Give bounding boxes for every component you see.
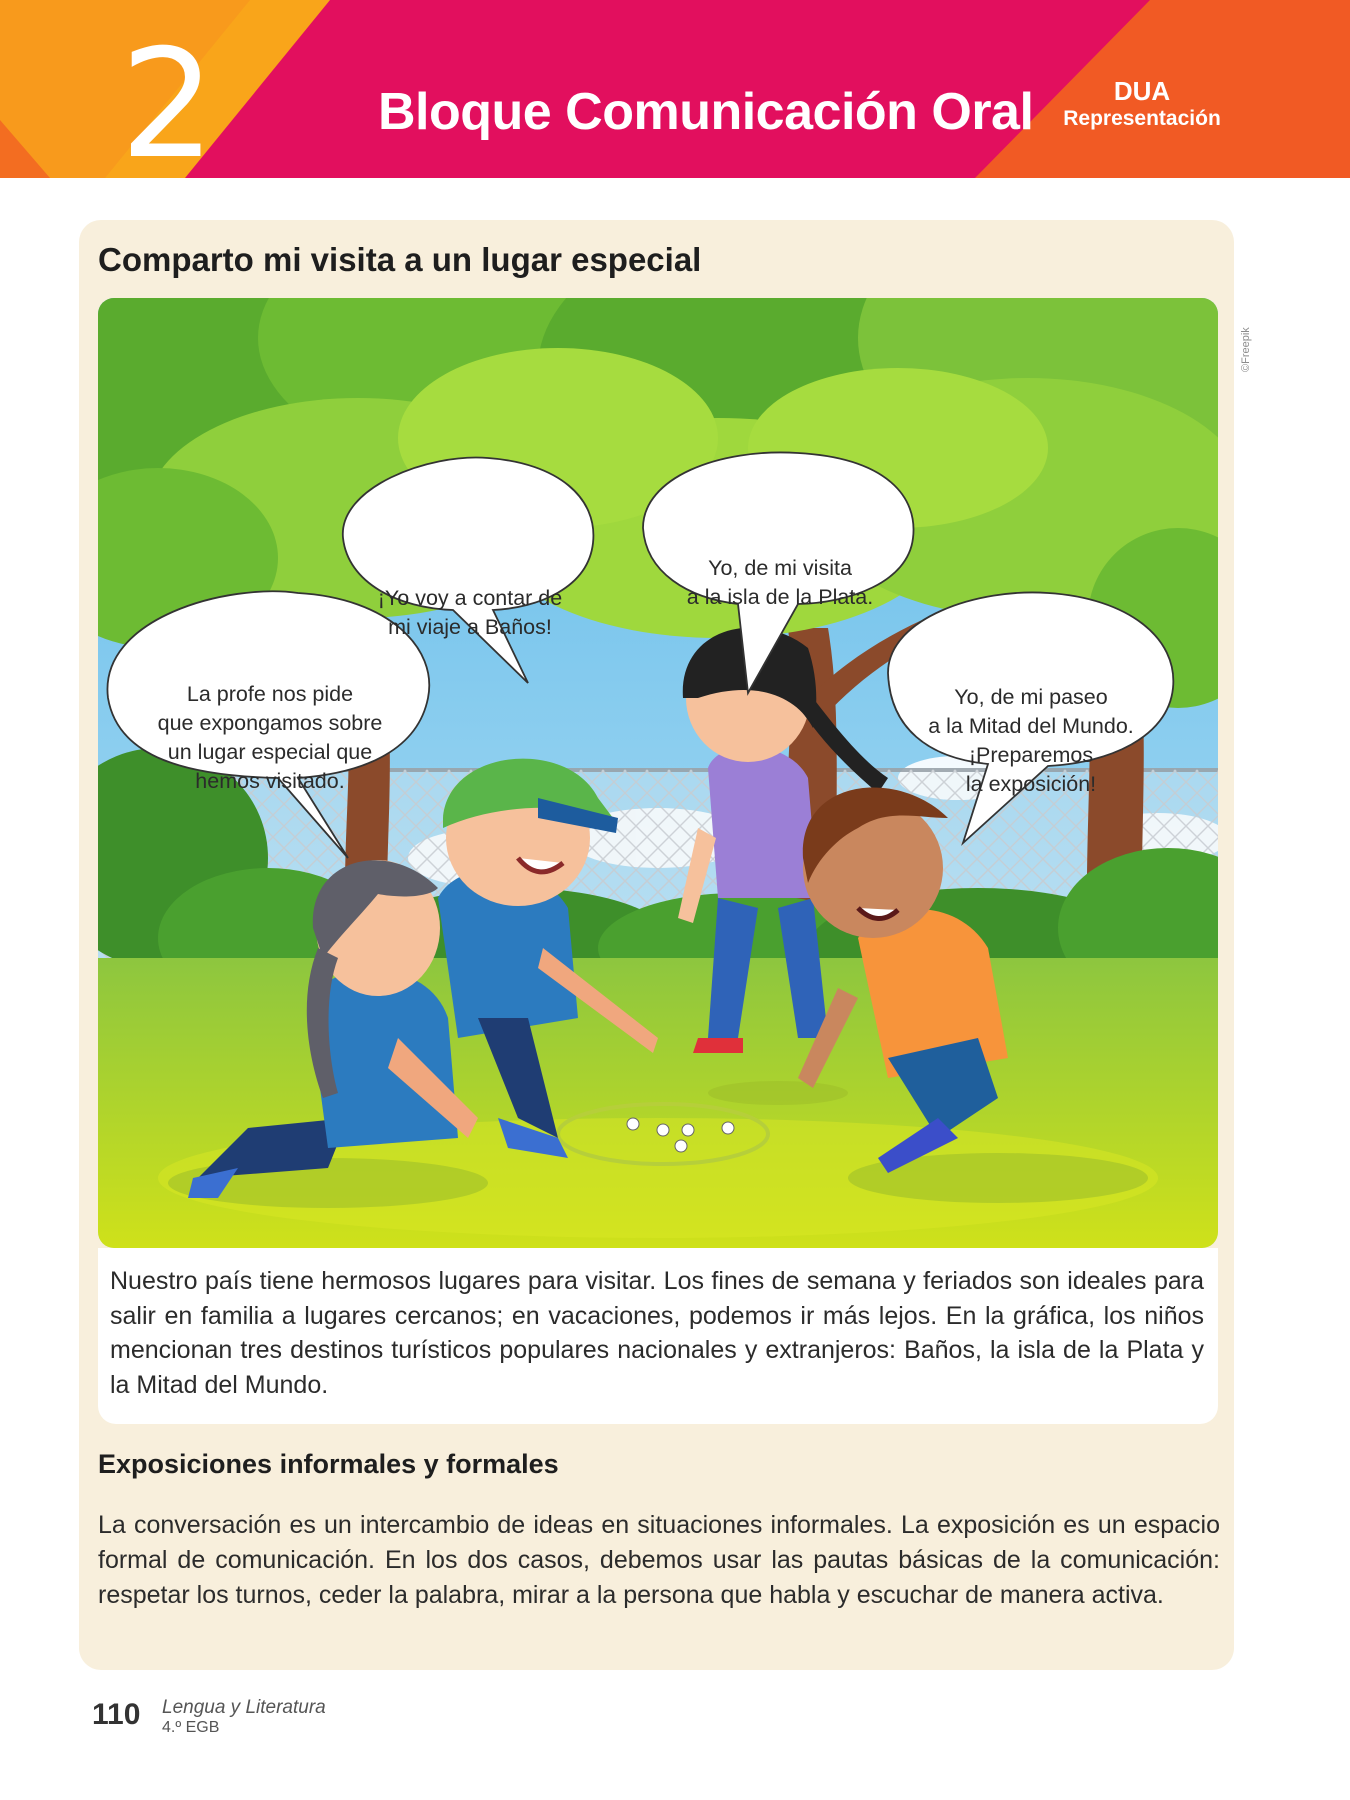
block-title: Bloque Comunicación Oral: [378, 83, 1034, 141]
grade-label: 4.º EGB: [162, 1719, 220, 1736]
speech-bubble-banos: ¡Yo voy a contar de mi viaje a Baños!: [377, 586, 563, 639]
dua-label: DUA: [1113, 76, 1171, 106]
speech-bubble-teacher-request: La profe nos pide que expongamos sobre un lugar especial que hemos visitado.: [157, 682, 383, 793]
section-title: Comparto mi visita a un lugar especial: [98, 241, 702, 278]
header-banner: [0, 0, 1350, 192]
subsection-title: Exposiciones informales y formales: [98, 1449, 559, 1479]
subject-label: Lengua y Literatura: [162, 1697, 326, 1718]
illustration-kids-playing-marbles: [98, 298, 1218, 1248]
dua-subtitle: Representación: [1063, 107, 1221, 130]
speech-bubble-isla-de-la-plata: Yo, de mi visita a la isla de la Plata.: [686, 556, 874, 609]
page-number: 110: [92, 1698, 141, 1731]
image-credit: ©Freepik: [1240, 327, 1252, 372]
subsection-body: La conversación es un intercambio de ideas en situaciones informales. La exposición es un espacio formal de comunicación. En los dos casos, debemos usar las pautas básicas de la comunicación: respetar los turnos, ceder la palabra, mirar a la persona que habla y escuchar de manera activa.: [98, 1511, 1220, 1609]
illustration-caption: Nuestro país tiene hermosos lugares para visitar. Los fines de semana y feriados son ideales para salir en familia a lugares cercanos; en vacaciones, podemos ir más lejos. En la gráfica, los niños mencionan tres destinos turísticos populares nacionales y extranjeros: Baños, la isla de la Plata y la Mitad del Mundo.: [110, 1267, 1204, 1399]
speech-bubble-mitad-del-mundo: Yo, de mi paseo a la Mitad del Mundo. ¡Preparemos la exposición!: [928, 685, 1134, 796]
unit-number: 2: [120, 18, 216, 192]
